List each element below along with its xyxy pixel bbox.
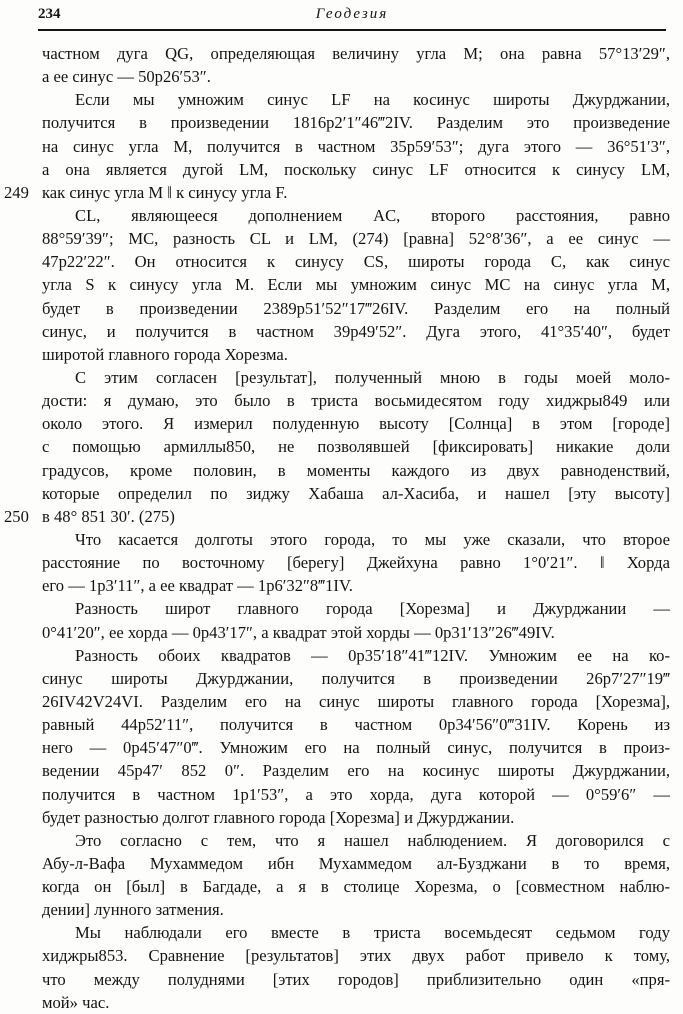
text-line: частном дуга QG, определяющая величину угла M; она равна 57°13′29″, — [42, 44, 670, 63]
text-line: Если мы умножим синус LF на косинус широты Джурджании, — [75, 90, 670, 110]
text-line: будет разностью долгот главного города [Хорезма] и Джурджании. — [42, 807, 515, 827]
text-line: на синус угла M, получится в частном 35р59′53″; дуга этого — 36°51′3″, — [42, 136, 670, 156]
text-line: синус широты Джурджании, получится в произведении 26р7′27″19‴ — [42, 668, 670, 688]
text-line: 47р22′22″. Он относится к синусу CS, широты города C, как синус — [42, 252, 670, 272]
text-line: С этим согласен [результат], полученный мною в годы моей моло- — [75, 367, 670, 387]
text-line: 26IV42V24VI. Разделим его на синус широты главного города [Хорезма], — [42, 691, 670, 711]
text-line: CL, являющееся дополнением AC, второго расстояния, равно — [75, 205, 670, 225]
text-line: расстояние по восточному [берегу] Джейхуна равно 1°0′21″. ‖ Хорда — [42, 553, 670, 573]
text-line: дости: я думаю, это было в триста восьмидесятом году хиджры849 или — [42, 391, 670, 411]
text-line: мой» час. — [42, 992, 110, 1012]
text-line: которые определил по зиджу Хабаша ал-Хасиба, и нашел [эту высоту] — [42, 483, 670, 503]
body-text — [42, 42, 670, 1014]
text-line: а она является дугой LM, поскольку синус LF относится к синусу LM, — [42, 159, 670, 179]
margin-page-marker: 250 — [4, 507, 29, 526]
text-line: угла S к синусу угла M. Если мы умножим синус MC на синус угла M, — [42, 275, 670, 295]
text-line: Что касается долготы этого города, то мы уже сказали, что второе — [75, 529, 670, 549]
text-line: Мы наблюдали его вместе в триста восемьдесят седьмом году — [75, 923, 670, 943]
page-header — [38, 4, 666, 30]
text-line: Разность широт главного города [Хорезма] и Джурджании — — [75, 599, 670, 619]
text-line: Разность обоих квадратов — 0р35′18″41‴12IV. Умножим ее на ко- — [75, 645, 670, 665]
text-line: Это согласно с тем, что я нашел наблюдением. Я договорился с — [75, 830, 670, 850]
text-line: около этого. Я измерил полуденную высоту [Солнца] в этом [городе] — [42, 414, 670, 434]
text-line: в 48° 851 30′. (275) — [42, 506, 175, 526]
text-line: дении] лунного затмения. — [42, 900, 224, 920]
text-line: когда он [был] в Багдаде, а я в столице Хорезма, о [совместном наблю- — [42, 877, 670, 897]
text-line: 88°59′39″; MC, разность CL и LM, (274) [равна] 52°8′36″, а ее синус — — [42, 229, 670, 249]
text-line: него — 0р45′47″0‴. Умножим его на полный синус, получится в произ- — [42, 738, 670, 758]
text-line: широтой главного города Хорезма. — [42, 344, 288, 364]
text-line: будет в произведении 2389р51′52″17‴26IV. Разделим его на полный — [42, 298, 670, 318]
text-line: получится в частном 1р1′53″, а это хорда, дуга которой — 0°59′6″ — — [42, 784, 670, 804]
text-line: что между полуднями [этих городов] приблизительно один «пря- — [42, 969, 670, 989]
margin-page-marker: 249 — [4, 182, 29, 202]
text-line: 0°41′20″, ее хорда — 0р43′17″, а квадрат этой хорды — 0р31′13″26‴49IV. — [42, 622, 555, 642]
page-number: 234 — [38, 6, 61, 22]
running-title: Геодезия — [315, 6, 389, 22]
text-line: равный 44р52′11″, получится в частном 0р34′56″0‴31IV. Корень из — [42, 715, 670, 735]
text-line: ведении 45р47′ 852 0″. Разделим его на косинус широты Джурджании, — [42, 761, 670, 781]
text-line: хиджры853. Сравнение [результатов] этих двух работ привело к тому, — [42, 946, 670, 966]
text-line: с помощью армиллы850, не позволявшей [фиксировать] никакие доли — [42, 437, 670, 457]
text-line: как синус угла M ‖ к синусу угла F. — [42, 182, 288, 202]
text-line: градусов, кроме половин, в моменты каждого из двух равноденствий, — [42, 460, 670, 480]
text-line: получится в произведении 1816р2′1″46‴2IV. Разделим это произведение — [42, 113, 670, 133]
text-line: Абу-л-Вафа Мухаммедом ибн Мухаммедом ал-Бузджани в то время, — [42, 853, 670, 873]
header-rule — [38, 29, 666, 31]
text-line: его — 1р3′11″, а ее квадрат — 1р6′32″8‴1IV. — [42, 576, 353, 596]
text-line: а ее синус — 50р26′53″. — [42, 67, 211, 87]
text-line: синус, и получится в частном 39р49′52″. Дуга этого, 41°35′40″, будет — [42, 321, 670, 341]
